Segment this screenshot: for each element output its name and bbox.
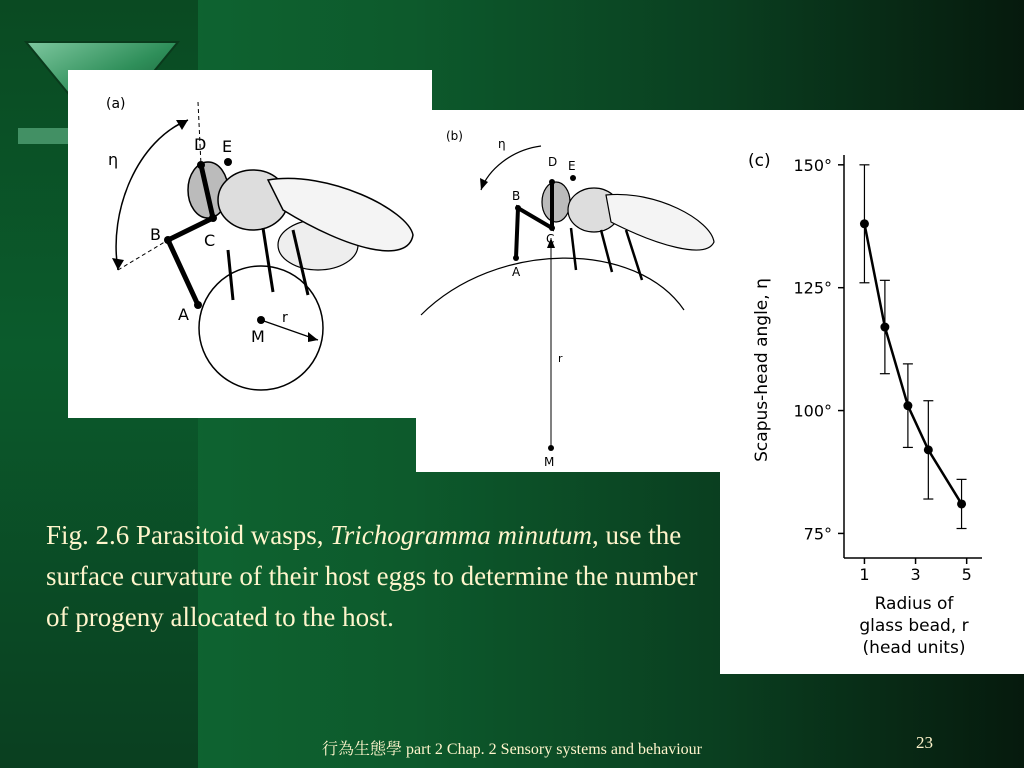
- svg-text:M: M: [544, 455, 555, 469]
- svg-text:C: C: [204, 231, 216, 250]
- caption-genus: Trichogramma: [330, 520, 491, 550]
- panel-b-label: (b): [446, 129, 463, 143]
- svg-text:D: D: [194, 135, 207, 154]
- data-point: [903, 401, 912, 410]
- data-point: [957, 499, 966, 508]
- svg-text:C: C: [546, 232, 555, 246]
- x-axis-label-line-1: Radius of: [874, 594, 954, 614]
- page-number: 23: [916, 733, 933, 752]
- slide-footer: 行為生態學 part 2 Chap. 2 Sensory systems and behaviour: [322, 741, 702, 758]
- svg-text:r: r: [282, 310, 288, 326]
- chart-panel-label: (c): [748, 151, 771, 171]
- figure-panel-a: [68, 70, 432, 418]
- svg-text:A: A: [178, 305, 189, 324]
- chart-y-axis-label: Scapus-head angle, η: [752, 278, 772, 462]
- svg-text:r: r: [558, 352, 563, 365]
- y-tick-label: 125°: [793, 278, 832, 298]
- x-axis-label-line-3: (head units): [862, 638, 966, 658]
- caption-suffix: , use the surface curvature of their host eggs to determine the number of progeny allocated to the host.: [46, 520, 698, 632]
- svg-text:η: η: [108, 150, 119, 169]
- x-axis-label-line-2: glass bead, r: [859, 616, 969, 636]
- svg-text:M: M: [251, 327, 265, 346]
- x-tick-label: 1: [859, 565, 870, 584]
- data-point: [924, 445, 933, 454]
- svg-text:E: E: [222, 137, 233, 156]
- panel-a-label: (a): [106, 96, 126, 112]
- svg-text:η: η: [498, 137, 506, 151]
- data-point: [880, 323, 889, 332]
- y-tick-label: 75°: [803, 524, 832, 544]
- x-tick-label: 5: [961, 565, 972, 584]
- svg-text:B: B: [512, 189, 521, 203]
- x-tick-label: 3: [910, 565, 921, 584]
- figure-caption: [46, 515, 716, 638]
- svg-text:B: B: [150, 225, 161, 244]
- caption-epithet: minutum: [497, 520, 593, 550]
- svg-text:D: D: [548, 155, 558, 169]
- data-point: [860, 219, 869, 228]
- figure-panel-b: [416, 110, 726, 472]
- series-line: [864, 224, 961, 504]
- figure-panel-c-chart: [720, 110, 1024, 674]
- y-tick-label: 150°: [793, 155, 832, 175]
- y-tick-label: 100°: [793, 401, 832, 421]
- svg-text:E: E: [568, 159, 576, 173]
- caption-prefix: Fig. 2.6 Parasitoid wasps,: [46, 520, 331, 550]
- svg-text:A: A: [512, 265, 521, 279]
